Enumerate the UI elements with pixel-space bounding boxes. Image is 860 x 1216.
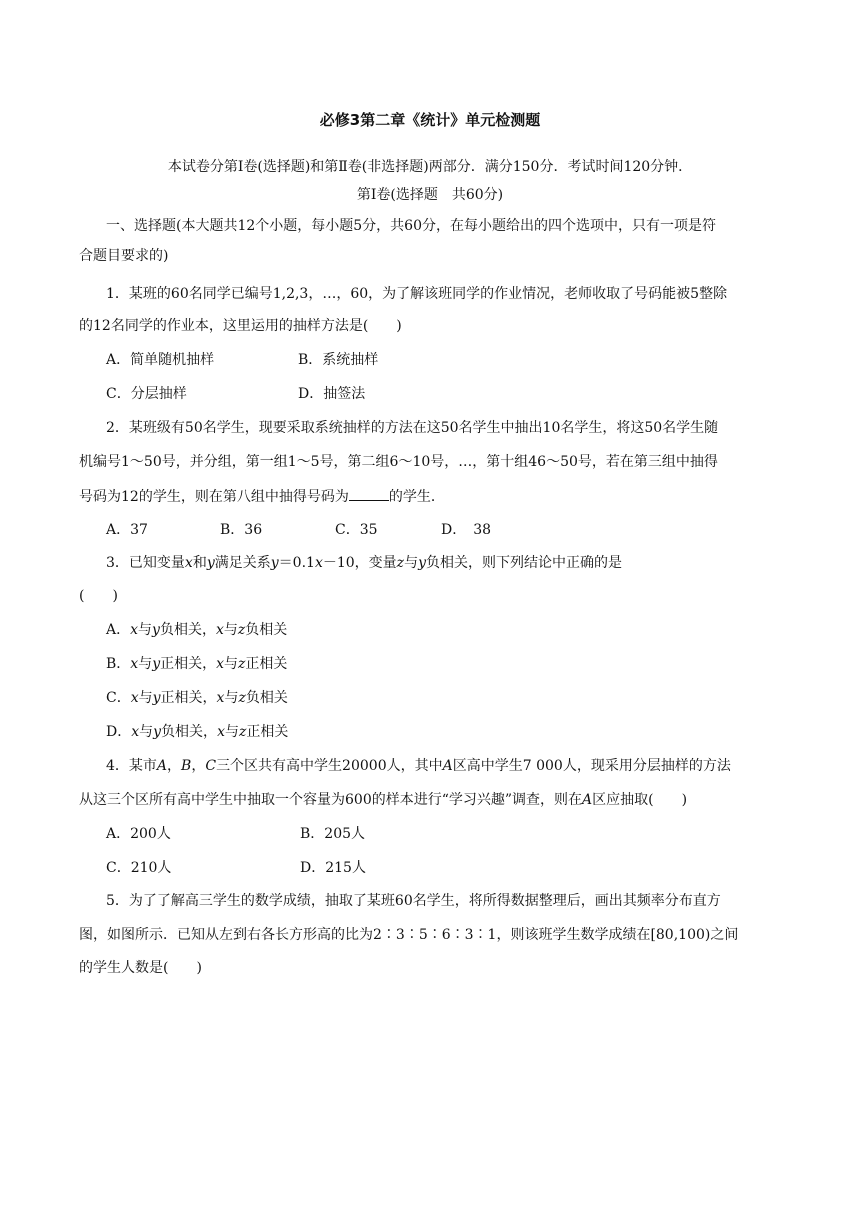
option-var: y [152, 656, 161, 672]
q3-var-y: y [206, 555, 215, 571]
option-text: 与 [139, 724, 154, 740]
option-text: 与 [138, 622, 153, 638]
q3-var-y: y [418, 555, 426, 571]
q2-option-a: A．37 [106, 522, 148, 538]
option-var: y [152, 622, 160, 638]
q1-option-a: A．简单随机抽样 [106, 352, 215, 368]
q2-line3-post: 的学生． [388, 489, 445, 505]
option-text: 正相关， [160, 656, 217, 672]
q2-line2: 机编号1～50号，并分组，第一组1～5号，第二组6～10号，…，第十组46～50号，若在第三组中抽得 [79, 454, 718, 470]
q3-eq-x: x [314, 555, 323, 571]
section1-line2: 合题目要求的) [79, 248, 169, 264]
intro-text: 本试卷分第Ⅰ卷(选择题)和第Ⅱ卷(非选择题)两部分．满分150分．考试时间120分钟． [167, 159, 693, 175]
q3-option-b [106, 654, 287, 674]
q4-text: 4．某市 [106, 758, 157, 774]
q4-text: ， [167, 758, 182, 774]
option-var: x [216, 690, 225, 706]
q4-option-b: B．205人 [300, 826, 366, 842]
q4-var-c: C [205, 758, 217, 774]
option-text: 与 [224, 690, 239, 706]
option-label: C． [106, 690, 131, 706]
option-var: x [216, 656, 225, 672]
q4-var-a: A [156, 758, 168, 774]
q5-line3: 的学生人数是( ) [79, 960, 202, 976]
option-text: 正相关 [246, 724, 289, 740]
option-text: 负相关， [161, 724, 218, 740]
option-label: B． [106, 656, 131, 672]
option-var: z [238, 656, 246, 672]
q4-text: 区高中学生7 000人，现采用分层抽样的方法 [452, 758, 731, 774]
q4-text: 区应抽取( ) [592, 792, 688, 808]
q2-option-c: C．35 [335, 522, 378, 538]
option-var: x [131, 724, 140, 740]
q4-option-a: A．200人 [106, 826, 171, 842]
q1-option-d: D．抽签法 [298, 386, 366, 402]
option-var: x [217, 724, 225, 740]
q4-line1 [106, 756, 731, 776]
q5-line1: 5．为了了解高三学生的数学成绩，抽取了某班60名学生，将所得数据整理后，画出其频率分布直方 [106, 893, 721, 909]
q3-text: 与 [404, 555, 419, 571]
q1-option-b: B．系统抽样 [298, 352, 379, 368]
q1-line2: 的12名同学的作业本，这里运用的抽样方法是( ) [79, 318, 402, 334]
q4-option-d: D．215人 [300, 860, 366, 876]
option-text: 与 [138, 690, 153, 706]
q3-var-x: x [184, 555, 193, 571]
q3-text: 3．已知变量 [106, 555, 185, 571]
q4-var-a: A [442, 758, 453, 774]
option-var: z [238, 724, 247, 740]
q2-line1: 2．某班级有50名学生，现要采取系统抽样的方法在这50名学生中抽出10名学生，将这50名学生随 [106, 420, 719, 436]
option-text: 正相关 [245, 656, 288, 672]
part1-heading: 第Ⅰ卷(选择题 共60分) [356, 187, 504, 203]
q3-option-a [106, 620, 287, 640]
q2-option-b: B．36 [220, 522, 263, 538]
option-var: x [130, 622, 139, 638]
q1-line1: 1．某班的60名同学已编号1,2,3，…，60，为了解该班同学的作业情况，老师收取了号码能被5整除 [106, 286, 728, 302]
q3-option-d [106, 722, 288, 742]
option-text: 负相关 [245, 622, 288, 638]
option-var: z [237, 622, 246, 638]
q3-eq-y: y [270, 555, 279, 571]
q2-option-d: D． 38 [441, 522, 492, 538]
q3-text: 和 [192, 555, 207, 571]
q4-text: 三个区共有高中学生20000人，其中 [216, 758, 443, 774]
q4-var-a: A [582, 792, 593, 808]
q3-eq-text: ＝0.1 [278, 555, 315, 571]
q4-text: ， [191, 758, 206, 774]
q4-line2 [79, 790, 687, 810]
option-var: x [130, 690, 139, 706]
option-text: 与 [138, 656, 153, 672]
option-var: x [130, 656, 139, 672]
page-title: 必修3第二章《统计》单元检测题 [319, 111, 541, 129]
q2-line3 [79, 486, 445, 507]
option-text: 与 [223, 622, 238, 638]
option-text: 负相关 [245, 690, 288, 706]
q3-var-z: z [396, 555, 405, 571]
q3-line1 [106, 553, 622, 573]
q2-answer-blank [349, 486, 389, 501]
q3-option-c [106, 688, 288, 708]
option-text: 与 [224, 656, 239, 672]
q3-text: －10，变量 [322, 555, 397, 571]
q4-var-b: B [181, 758, 192, 774]
q2-line3-pre: 号码为12的学生，则在第八组中抽得号码为 [79, 489, 349, 505]
q1-option-c: C．分层抽样 [106, 386, 187, 402]
section1-line1: 一、选择题(本大题共12个小题，每小题5分，共60分，在每小题给出的四个选项中，只有一项是符 [106, 218, 716, 234]
option-text: 负相关， [159, 622, 216, 638]
option-text: 与 [224, 724, 239, 740]
option-var: y [153, 724, 162, 740]
q3-text: 负相关，则下列结论中正确的是 [425, 555, 622, 571]
q4-text: 从这三个区所有高中学生中抽取一个容量为600的样本进行“学习兴趣”调查，则在 [79, 792, 583, 808]
q4-option-c: C．210人 [106, 860, 172, 876]
q3-text: 满足关系 [214, 555, 271, 571]
option-text: 正相关， [160, 690, 217, 706]
option-label: D． [106, 724, 132, 740]
option-var: y [152, 690, 161, 706]
option-label: A． [106, 622, 131, 638]
option-var: x [215, 622, 224, 638]
option-var: z [238, 690, 246, 706]
q5-line2: 图，如图所示．已知从左到右各长方形高的比为2∶3∶5∶6∶3∶1，则该班学生数学成绩在[80,100)之间 [79, 927, 739, 943]
q3-line2: ( ) [79, 588, 118, 604]
